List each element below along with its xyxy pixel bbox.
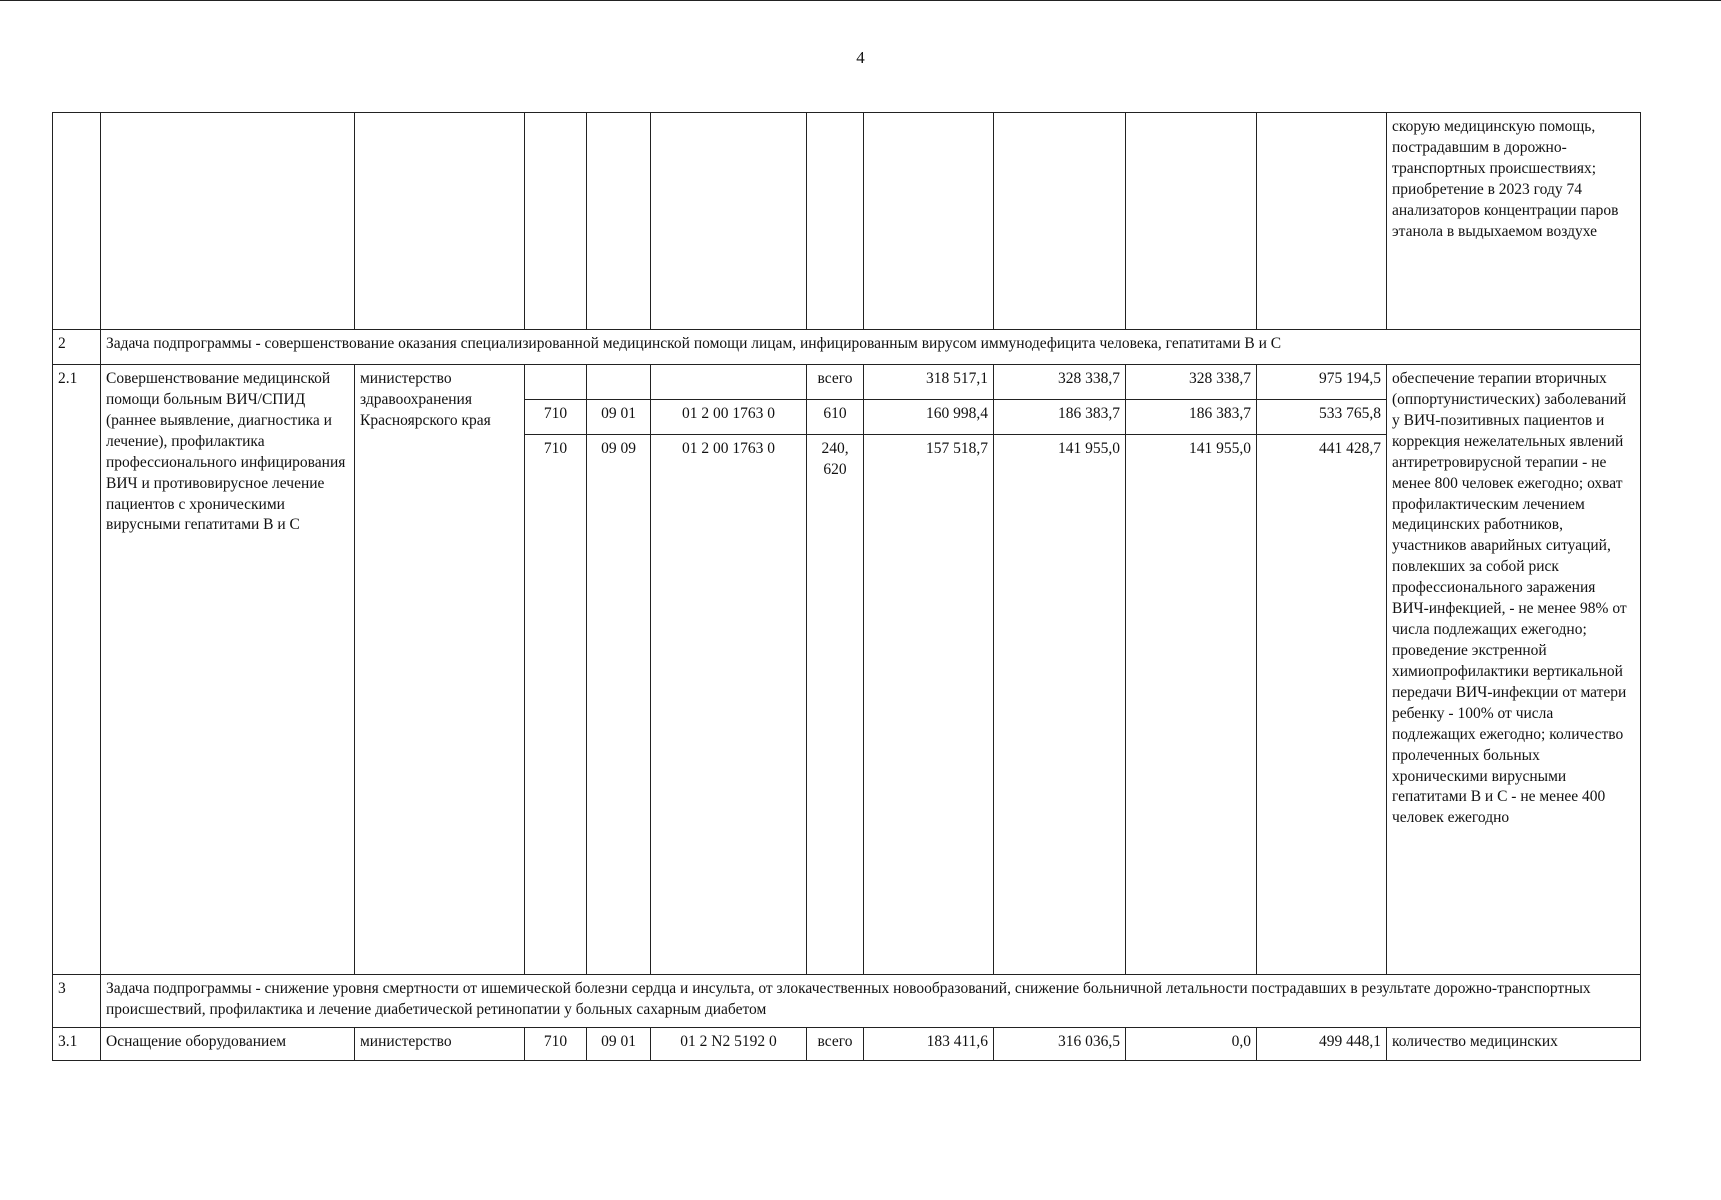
task-2-num: 2 — [53, 330, 101, 365]
item-3-1-outcome: количество медицинских — [1387, 1028, 1641, 1061]
task-2-text: Задача подпрограммы - совершенствование оказания специализированной медицинской помощи лицам, инфицированным вирусом иммунодефицита человека, гепатитами В и С — [101, 330, 1641, 365]
cont-y2024-cell — [994, 113, 1126, 330]
cont-grbs-cell — [525, 113, 587, 330]
scan-edge-line — [0, 0, 1721, 4]
item-2-1-r1-grbs: 710 — [525, 400, 587, 435]
task-3-text: Задача подпрограммы - снижение уровня смертности от ишемической болезни сердца и инсульта, от злокачественных новообразований, снижение больничной летальности пострадавших в результате дорожно-транспортных происшествий, профилактика и лечение диабетической ретинопатии у больных сахарным диабетом — [101, 975, 1641, 1028]
item-2-1-r2-y2024: 141 955,0 — [994, 435, 1126, 975]
item-2-1-r1-total: 533 765,8 — [1257, 400, 1387, 435]
task-3-num: 3 — [53, 975, 101, 1028]
item-2-1-r2-y2023: 157 518,7 — [864, 435, 994, 975]
cont-executor-cell — [355, 113, 525, 330]
item-3-1-executor: министерство — [355, 1028, 525, 1061]
item-3-1-num: 3.1 — [53, 1028, 101, 1061]
item-2-1-r0-rzpr — [587, 365, 651, 400]
item-3-1-rzpr: 09 01 — [587, 1028, 651, 1061]
cont-vr-cell — [807, 113, 864, 330]
item-2-1-r0-y2024: 328 338,7 — [994, 365, 1126, 400]
item-2-1-executor: министерство здравоохранения Красноярского края — [355, 365, 525, 975]
item-2-1-row-total — [53, 365, 1641, 400]
cont-outcome-cell: скорую медицинскую помощь, пострадавшим в дорожно-транспортных происшествиях; приобретение в 2023 году 74 анализаторов концентрации паров этанола в выдыхаемом воздухе — [1387, 113, 1641, 330]
item-2-1-r1-vr: 610 — [807, 400, 864, 435]
program-table — [52, 112, 1641, 1061]
item-2-1-r1-y2024: 186 383,7 — [994, 400, 1126, 435]
item-2-1-r1-rzpr: 09 01 — [587, 400, 651, 435]
task-2-row — [53, 330, 1641, 365]
item-2-1-r1-y2025: 186 383,7 — [1126, 400, 1257, 435]
item-2-1-r0-y2025: 328 338,7 — [1126, 365, 1257, 400]
cont-total-cell — [1257, 113, 1387, 330]
item-2-1-r0-vr: всего — [807, 365, 864, 400]
item-3-1-row — [53, 1028, 1641, 1061]
item-3-1-total: 499 448,1 — [1257, 1028, 1387, 1061]
cont-csr-cell — [651, 113, 807, 330]
item-2-1-r2-total: 441 428,7 — [1257, 435, 1387, 975]
item-3-1-csr: 01 2 N2 5192 0 — [651, 1028, 807, 1061]
item-2-1-outcome: обеспечение терапии вторичных (оппортунистических) заболеваний у ВИЧ-позитивных пациентов и коррекция нежелательных явлений антиретровирусной терапии - не менее 800 человек ежегодно; охват профилактическим лечением медицинских работников, участников аварийных ситуаций, повлекших за собой риск профессионального заражения ВИЧ-инфекцией, - не менее 98% от числа подлежащих ежегодно; проведение экстренной химиопрофилактики вертикальной передачи ВИЧ-инфекции от матери ребенку - 100% от числа подлежащих ежегодно; количество пролеченных больных хроническими вирусными гепатитами В и С - не менее 400 человек ежегодно — [1387, 365, 1641, 975]
page-number: 4 — [856, 48, 865, 67]
item-2-1-r1-y2023: 160 998,4 — [864, 400, 994, 435]
item-2-1-r2-grbs: 710 — [525, 435, 587, 975]
item-3-1-grbs: 710 — [525, 1028, 587, 1061]
item-2-1-r0-y2023: 318 517,1 — [864, 365, 994, 400]
item-3-1-name: Оснащение оборудованием — [101, 1028, 355, 1061]
cont-y2023-cell — [864, 113, 994, 330]
item-2-1-r2-rzpr: 09 09 — [587, 435, 651, 975]
item-2-1-r2-csr: 01 2 00 1763 0 — [651, 435, 807, 975]
item-3-1-y2023: 183 411,6 — [864, 1028, 994, 1061]
item-3-1-vr: всего — [807, 1028, 864, 1061]
task-3-row — [53, 975, 1641, 1028]
continuation-row — [53, 113, 1641, 330]
item-2-1-num: 2.1 — [53, 365, 101, 975]
item-2-1-r0-csr — [651, 365, 807, 400]
item-3-1-y2025: 0,0 — [1126, 1028, 1257, 1061]
item-2-1-r1-csr: 01 2 00 1763 0 — [651, 400, 807, 435]
item-2-1-r2-vr: 240, 620 — [807, 435, 864, 975]
cont-rzpr-cell — [587, 113, 651, 330]
item-2-1-r2-y2025: 141 955,0 — [1126, 435, 1257, 975]
item-2-1-name: Совершенствование медицинской помощи больным ВИЧ/СПИД (раннее выявление, диагностика и лечение), профилактика профессионального инфицирования ВИЧ и противовирусное лечение пациентов с хроническими вирусными гепатитами В и С — [101, 365, 355, 975]
item-3-1-y2024: 316 036,5 — [994, 1028, 1126, 1061]
item-2-1-r0-total: 975 194,5 — [1257, 365, 1387, 400]
cont-y2025-cell — [1126, 113, 1257, 330]
cont-num-cell — [53, 113, 101, 330]
cont-name-cell — [101, 113, 355, 330]
item-2-1-r0-grbs — [525, 365, 587, 400]
